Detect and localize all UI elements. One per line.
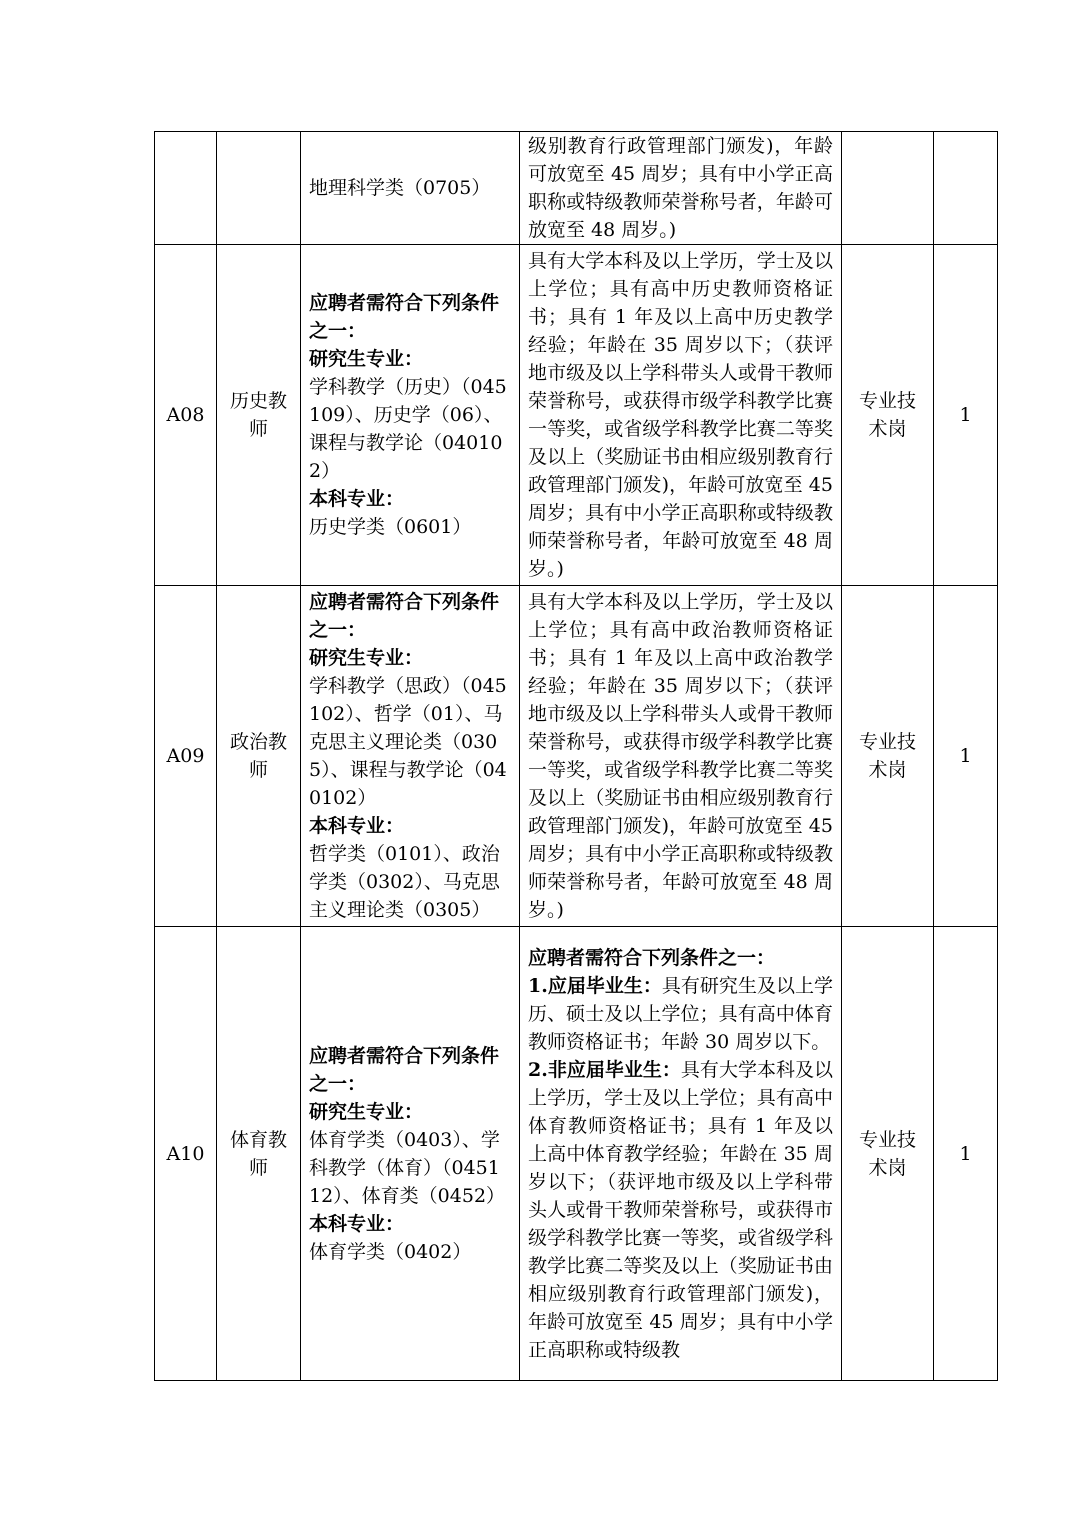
other-conditions-cell: 具有大学本科及以上学历，学士及以上学位；具有高中历史教师资格证书；具有 1 年及以上高中历史教学经验；年龄在 35 周岁以下；（获评地市级及以上学科带头人或骨干教师荣誉称号，或获得市级学科教学比赛一等奖，或省级学科教学比赛二等奖及以上（奖励证书由相应级别教育行政管理部门颁发)，年龄可放宽至 45 周岁；具有中小学正高职称或特级教师荣誉称号者，年龄可放宽至 48 周岁。)	[520, 245, 842, 586]
undergraduate-major-list: 哲学类（0101）、政治学类（0302）、马克思主义理论类（0305）	[309, 843, 500, 921]
headcount-cell: 1	[934, 586, 998, 927]
conditions-intro: 应聘者需符合下列条件之一：	[528, 946, 776, 969]
graduate-major-list: 体育学类（0403）、学科教学（体育）（045112）、体育类（0452）	[309, 1128, 506, 1207]
major-intro: 应聘者需符合下列条件之一：	[309, 591, 500, 641]
position-code-cell: A10	[155, 927, 217, 1381]
post-type-cell	[842, 132, 934, 245]
position-code-cell	[155, 132, 217, 245]
post-type-cell: 专业技术岗	[842, 586, 934, 927]
other-conditions-cell: 具有大学本科及以上学历，学士及以上学位；具有高中政治教师资格证书；具有 1 年及以上高中政治教学经验；年龄在 35 周岁以下；（获评地市级及以上学科带头人或骨干教师荣誉称号，或获得市级学科教学比赛一等奖，或省级学科教学比赛二等奖及以上（奖励证书由相应级别教育行政管理部门颁发)，年龄可放宽至 45 周岁；具有中小学正高职称或特级教师荣誉称号者，年龄可放宽至 48 周岁。)	[520, 586, 842, 927]
other-conditions-cell: 级别教育行政管理部门颁发)，年龄可放宽至 45 周岁；具有中小学正高职称或特级教师荣誉称号者，年龄可放宽至 48 周岁。)	[520, 132, 842, 245]
headcount-cell: 1	[934, 927, 998, 1381]
major-requirements-cell	[301, 927, 520, 1381]
major-intro: 应聘者需符合下列条件之一：	[309, 292, 500, 342]
position-title-cell: 政治教师	[217, 586, 301, 927]
position-title-cell: 历史教师	[217, 245, 301, 586]
option-2-text: 具有大学本科及以上学历，学士及以上学位；具有高中体育教师资格证书；具有 1 年及以上高中体育教学经验；年龄在 35 周岁以下；（获评地市级及以上学科带头人或骨干教师荣誉称号，或获得市级学科教学比赛一等奖，或省级学科教学比赛二等奖及以上（奖励证书由相应级别教育行政管理部门颁发)，年龄可放宽至 45 周岁；具有中小学正高职称或特级教	[528, 1058, 833, 1361]
option-1-label: 1.应届毕业生：	[528, 974, 662, 997]
major-intro: 应聘者需符合下列条件之一：	[309, 1044, 500, 1095]
recruitment-table	[154, 131, 998, 1381]
post-type-cell: 专业技术岗	[842, 245, 934, 586]
headcount-cell	[934, 132, 998, 245]
major-requirements-cell	[301, 586, 520, 927]
table-row	[155, 586, 998, 927]
undergraduate-major-list: 历史学类（0601）	[309, 516, 472, 538]
position-title-cell	[217, 132, 301, 245]
option-1-text: 具有研究生及以上学历、硕士及以上学位；具有高中体育教师资格证书；年龄 30 周岁以下。	[528, 974, 833, 1053]
major-requirements-cell	[301, 245, 520, 586]
graduate-major-label: 研究生专业：	[309, 647, 424, 669]
conditions-option-1	[528, 972, 833, 1056]
undergraduate-major-list: 体育学类（0402）	[309, 1240, 472, 1263]
post-type-cell: 专业技术岗	[842, 927, 934, 1381]
graduate-major-label: 研究生专业：	[309, 1100, 424, 1123]
table-row	[155, 927, 998, 1381]
graduate-major-label: 研究生专业：	[309, 348, 424, 370]
position-code-cell: A08	[155, 245, 217, 586]
headcount-cell: 1	[934, 245, 998, 586]
undergraduate-major-label: 本科专业：	[309, 488, 405, 510]
other-conditions-cell	[520, 927, 842, 1381]
table-row	[155, 245, 998, 586]
graduate-major-list: 学科教学（历史）（045109）、历史学（06）、课程与教学论（040102）	[309, 376, 507, 482]
undergraduate-major-label: 本科专业：	[309, 1212, 405, 1235]
option-2-label: 2.非应届毕业生：	[528, 1058, 681, 1081]
major-requirements-cell: 地理科学类（0705）	[301, 132, 520, 245]
position-title-cell: 体育教师	[217, 927, 301, 1381]
table-row	[155, 132, 998, 245]
graduate-major-list: 学科教学（思政）（045102）、哲学（01）、马克思主义理论类（0305）、课程与教学论（040102）	[309, 675, 507, 809]
conditions-option-2	[528, 1056, 833, 1364]
position-code-cell: A09	[155, 586, 217, 927]
undergraduate-major-label: 本科专业：	[309, 815, 405, 837]
